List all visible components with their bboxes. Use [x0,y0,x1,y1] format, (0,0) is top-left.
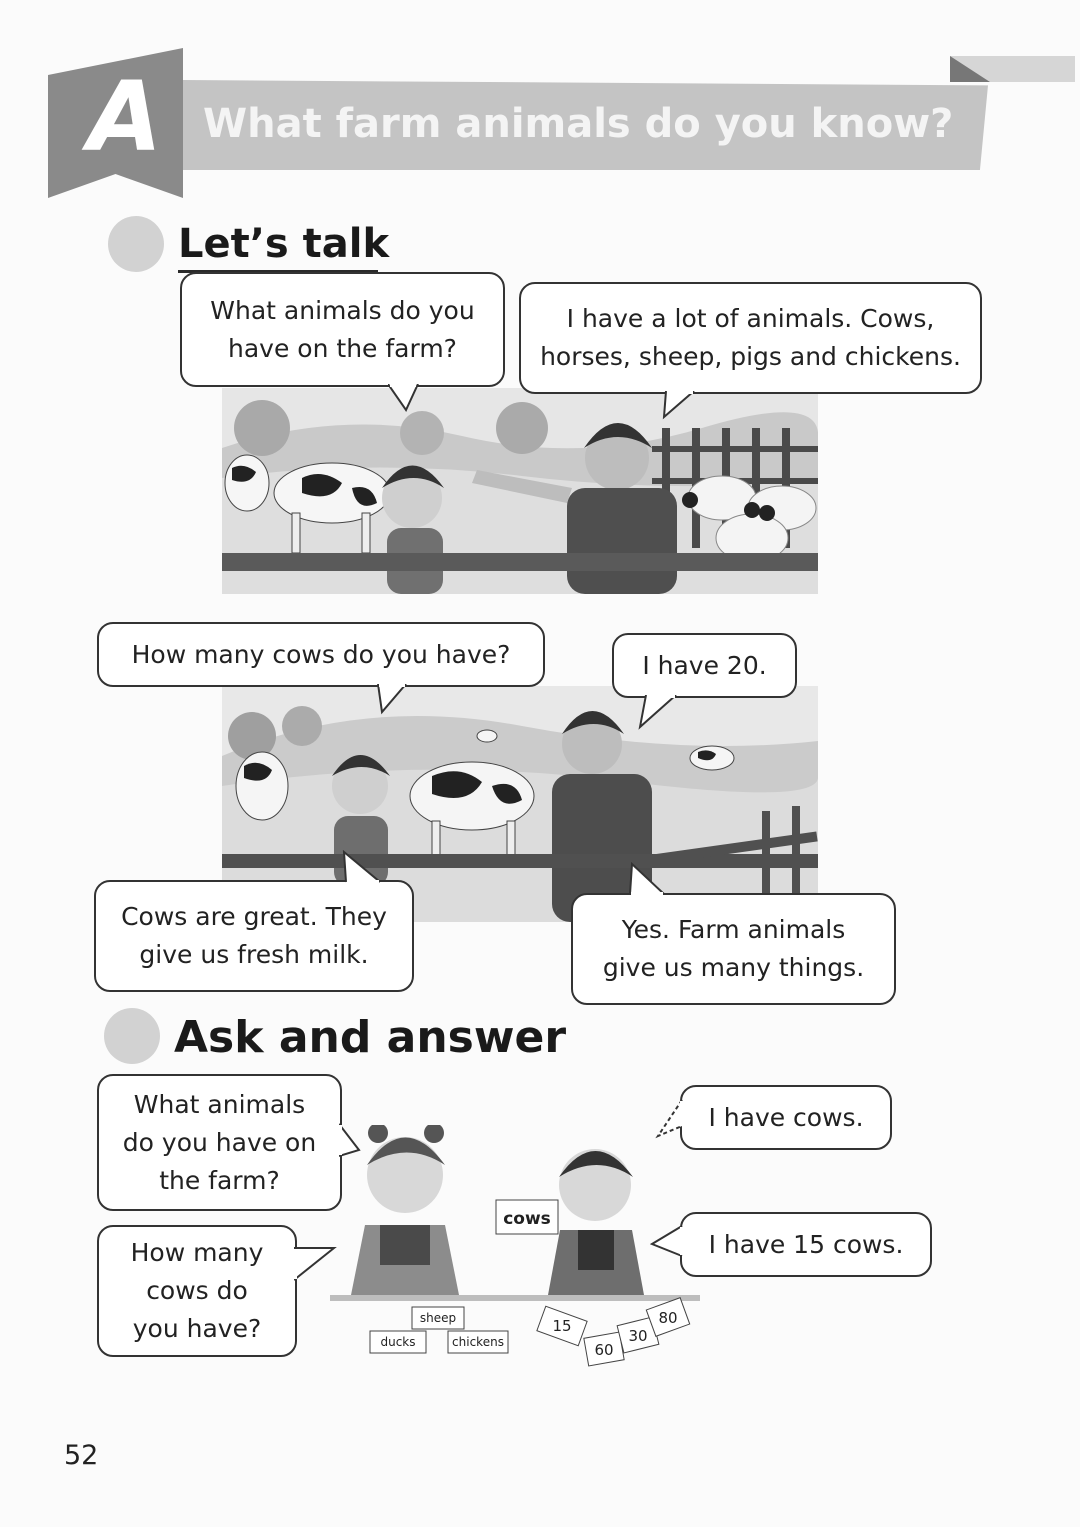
bubble-question-1-text: What animals do you have on the farm? [122,1089,317,1195]
bubble-boy-question-1-text: What animals do you have on the farm? [210,295,475,363]
farm-scene-1-svg [222,388,818,594]
bubble-farmer-answer-1-text: I have a lot of animals. Cows, horses, sheep, pigs and chickens. [540,304,961,371]
table-card-6: 30 [628,1327,648,1345]
bubble-answer-2-text: I have 15 cows. [708,1229,904,1259]
bubble-boy-question-2-text: How many cows do you have? [131,639,511,669]
table-card-3: chickens [452,1335,504,1349]
table-card-1: sheep [419,1311,457,1325]
farm-scene-1-illustration [222,388,818,594]
bubble-tail-1 [388,384,422,414]
bubble-answer-2 [680,1212,932,1277]
bubble-farmer-answer-2-text: I have 20. [642,650,767,680]
bubble-boy-question-2 [97,622,545,687]
bubble-tail-2 [660,391,700,421]
children-cards-svg [330,1125,700,1375]
bubble-farmer-comment [571,893,896,1005]
bubble-farmer-answer-2 [612,633,797,698]
bubble-tail-5 [340,850,388,884]
page-title: What farm animals do you know? [203,101,954,147]
ask-answer-dot-icon [104,1008,160,1064]
bubble-tail-4 [636,695,686,731]
table-card-2: ducks [380,1335,416,1349]
bubble-boy-comment [94,880,414,992]
bubble-tail-8 [294,1244,338,1284]
bubble-boy-question-1 [180,272,505,387]
bubble-farmer-comment-text: Yes. Farm animals give us many things. [602,915,865,982]
bubble-answer-1 [680,1085,892,1150]
held-card-label: cows [503,1209,551,1229]
bubble-answer-1-text: I have cows. [708,1102,864,1132]
bubble-tail-3 [372,684,412,716]
ask-answer-heading: Ask and answer [174,1012,567,1063]
table-card-4: 15 [552,1317,572,1335]
bubble-question-2-text: How many cows do you have? [130,1238,264,1343]
table-card-7: 80 [658,1309,678,1327]
lets-talk-dot-icon [108,216,164,272]
section-letter: A [87,61,163,173]
children-cards-illustration [330,1125,700,1375]
bubble-question-1 [97,1074,342,1211]
bubble-tail-6 [624,862,672,896]
lets-talk-heading: Let’s talk [178,221,390,267]
table-card-5: 60 [594,1341,614,1359]
page-number: 52 [64,1440,99,1471]
bubble-tail-9 [654,1096,684,1142]
bubble-tail-7 [339,1120,363,1160]
bubble-farmer-answer-1 [519,282,982,394]
bubble-question-2 [97,1225,297,1357]
bubble-tail-10 [650,1222,684,1262]
bubble-boy-comment-text: Cows are great. They give us fresh milk. [121,902,387,969]
